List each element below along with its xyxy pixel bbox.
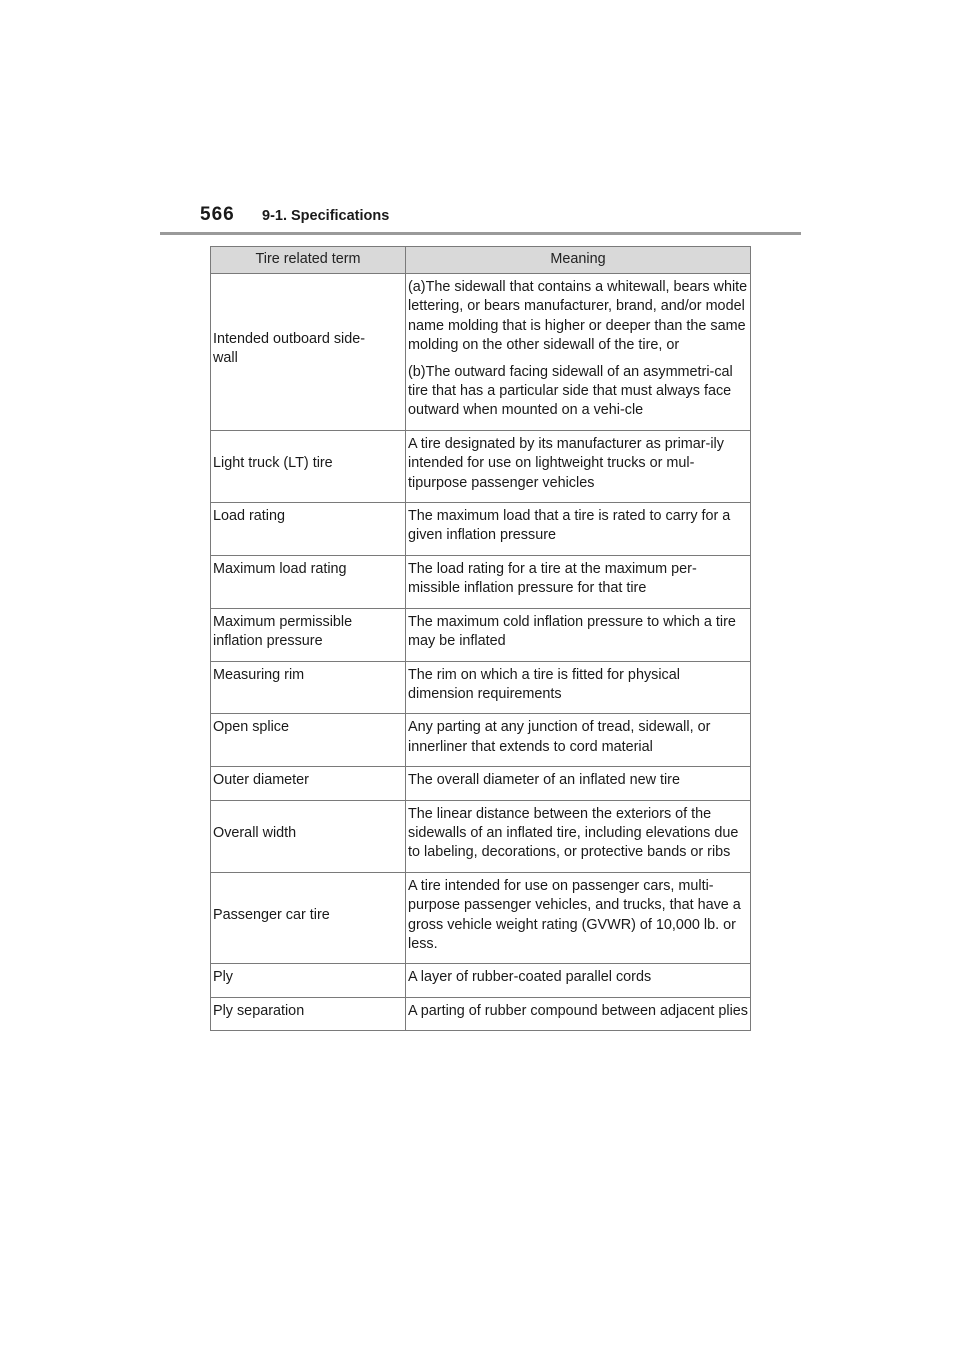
meaning-paragraph: A parting of rubber compound between adjacent plies	[408, 1002, 749, 1019]
meaning-cell	[406, 503, 751, 556]
meaning-paragraph: The maximum cold inflation pressure to which a tire may be inflated	[408, 613, 736, 650]
meaning-paragraph: The linear distance between the exteriors of the sidewalls of an inflated tire, including elevations due to labeling, decorations, or protective bands or ribs	[408, 805, 739, 861]
table-row	[211, 714, 751, 767]
term-cell: Maximum permissible inflation pressure	[211, 608, 406, 661]
table-row	[211, 430, 751, 502]
term-cell: Outer diameter	[211, 767, 406, 800]
term-cell: Ply	[211, 964, 406, 997]
term-part: Intended outboard side- wall	[213, 331, 366, 367]
term-cell: Open splice	[211, 714, 406, 767]
term-cell: Overall width	[211, 800, 406, 872]
meaning-paragraph: (b)The outward facing sidewall of an asymmetri-cal tire that has a particular side that must always face outward when mounted on a vehi-cle	[408, 363, 733, 419]
meaning-paragraph: (a)The sidewall that contains a whitewall, bears white lettering, or bears manufacturer, brand, and/or model name molding that is higher or deeper than the same molding on the other sidewall of the tire, or	[408, 279, 748, 354]
meaning-paragraph: The load rating for a tire at the maximum per-missible inflation pressure for that tire	[408, 560, 697, 597]
table-row	[211, 503, 751, 556]
term-cell: Measuring rim	[211, 661, 406, 714]
meaning-paragraph: The maximum load that a tire is rated to carry for a given inflation pressure	[408, 508, 731, 544]
term-cell: Light truck (LT) tire	[211, 430, 406, 502]
meaning-cell	[406, 608, 751, 661]
table-row	[211, 661, 751, 714]
table-row	[211, 800, 751, 872]
column-header-term: Tire related term	[211, 247, 406, 274]
meaning-cell	[406, 714, 751, 767]
tire-terms-table	[210, 246, 751, 1031]
meaning-cell	[406, 430, 751, 502]
meaning-cell	[406, 997, 751, 1030]
meaning-paragraph: A layer of rubber-coated parallel cords	[408, 969, 652, 986]
meaning-cell	[406, 964, 751, 997]
meaning-cell	[406, 661, 751, 714]
term-cell: Ply separation	[211, 997, 406, 1030]
table-row	[211, 274, 751, 431]
meaning-cell	[406, 872, 751, 964]
meaning-paragraph: The rim on which a tire is fitted for physical dimension requirements	[408, 666, 680, 702]
table-row	[211, 997, 751, 1030]
table-row	[211, 555, 751, 608]
table-row	[211, 872, 751, 964]
meaning-cell	[406, 800, 751, 872]
table-row	[211, 608, 751, 661]
meaning-paragraph: The overall diameter of an inflated new tire	[408, 772, 680, 789]
page-header	[200, 204, 389, 230]
meaning-cell	[406, 767, 751, 800]
table-row	[211, 964, 751, 997]
term-cell	[211, 274, 406, 431]
section-title: 9-1. Specifications	[262, 208, 390, 224]
page-number: 566	[200, 204, 235, 225]
meaning-paragraph: A tire intended for use on passenger cars, multi-purpose passenger vehicles, and trucks, that have a gross vehicle weight rating (GVWR) of 10,000 lb. or less.	[408, 877, 741, 952]
meaning-cell	[406, 555, 751, 608]
meaning-cell	[406, 274, 751, 431]
table-header-row	[211, 247, 751, 274]
term-cell: Passenger car tire	[211, 872, 406, 964]
header-divider	[160, 232, 801, 235]
column-header-meaning: Meaning	[406, 247, 751, 274]
term-cell: Load rating	[211, 503, 406, 556]
term-cell: Maximum load rating	[211, 555, 406, 608]
table-row	[211, 767, 751, 800]
meaning-paragraph: A tire designated by its manufacturer as primar-ily intended for use on lightweight trucks or mul-tipurpose passenger vehicles	[408, 435, 724, 491]
meaning-paragraph: Any parting at any junction of tread, sidewall, or innerliner that extends to cord material	[408, 719, 711, 755]
